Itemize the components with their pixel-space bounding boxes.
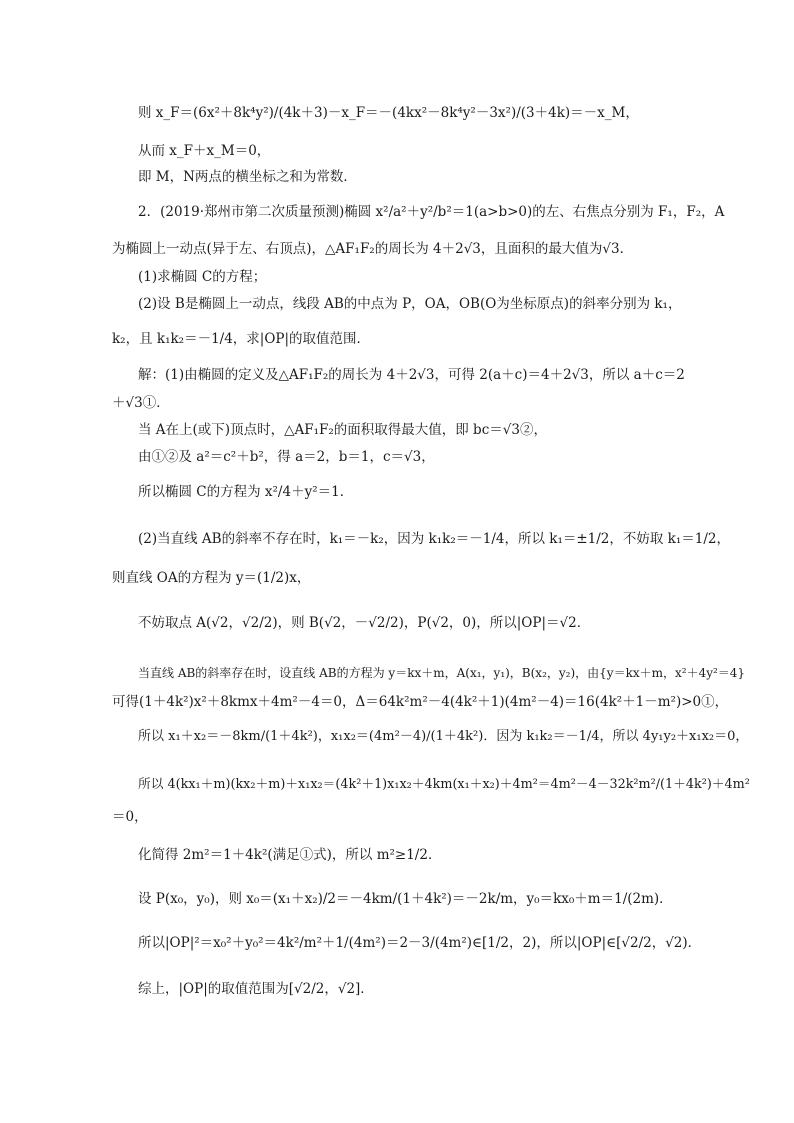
text-line: 为椭圆上一动点(异于左、右顶点)，△AF₁F₂的周长为 4＋2√3，且面积的最大值为√3． xyxy=(112,241,634,257)
text-line: 所以 x₁＋x₂＝－8km/(1＋4k²)，x₁x₂＝(4m²－4)/(1＋4k²)．因为 k₁k₂＝－1/4，所以 4y₁y₂＋x₁x₂＝0， xyxy=(138,729,749,744)
text-line: 化简得 2m²＝1＋4k²(满足①式)，所以 m²≥1/2． xyxy=(138,847,442,863)
text-line: 所以|OP|²＝x₀²＋y₀²＝4k²/m²＋1/(4m²)＝2－3/(4m²)∈[1/2，2)，所以|OP|∈[√2/2，√2)． xyxy=(138,935,702,951)
text-line: ＝0， xyxy=(112,809,148,825)
solution-start: 解：(1)由椭圆的定义及△AF₁F₂的周长为 4＋2√3，可得 2(a＋c)＝4＋2√3，所以 a＋c＝2 xyxy=(138,367,685,383)
text-line: k₂，且 k₁k₂＝－1/4，求|OP|的取值范围． xyxy=(112,331,371,347)
text-line: 设 P(x₀，y₀)，则 x₀＝(x₁＋x₂)/2＝－4km/(1＋4k²)＝－2k/m，y₀＝kx₀＋m＝1/(2m)． xyxy=(138,891,673,907)
text-line: 则 x_F＝(6x²＋8k⁴y²)/(4k＋3)－x_F＝－(4kx²－8k⁴y²－3x²)/(3＋4k)＝－x_M， xyxy=(138,105,639,121)
text-line: 可得(1＋4k²)x²＋8kmx＋4m²－4＝0，Δ＝64k²m²－4(4k²＋1)(4m²－4)＝16(4k²＋1－m²)>0①， xyxy=(112,694,729,710)
text-line: 从而 x_F＋x_M＝0， xyxy=(138,143,271,159)
subquestion-2: (2)设 B是椭圆上一动点，线段 AB的中点为 P，OA，OB(O为坐标原点)的斜率分别为 k₁， xyxy=(138,296,682,312)
conclusion-line: 综上，|OP|的取值范围为[√2/2，√2]． xyxy=(138,981,374,997)
text-line: 当 A在上(或下)顶点时，△AF₁F₂的面积取得最大值，即 bc＝√3②， xyxy=(138,422,547,438)
text-line: ＋√3①． xyxy=(112,395,170,411)
text-line: 即 M，N两点的横坐标之和为常数． xyxy=(138,169,357,185)
text-line: 则直线 OA的方程为 y＝(1/2)x， xyxy=(112,570,311,586)
text-line: 所以 4(kx₁＋m)(kx₂＋m)＋x₁x₂＝(4k²＋1)x₁x₂＋4km(x₁＋x₂)＋4m²＝4m²－4－32k²m²/(1＋4k²)＋4m² xyxy=(138,777,750,792)
text-line: 由①②及 a²＝c²＋b²，得 a＝2，b＝1，c＝√3， xyxy=(138,449,435,465)
problem-heading: 2．(2019·郑州市第二次质量预测)椭圆 x²/a²＋y²/b²＝1(a>b>0)的左、右焦点分别为 F₁，F₂，A xyxy=(138,204,725,220)
text-line: 当直线 AB的斜率存在时，设直线 AB的方程为 y＝kx＋m，A(x₁，y₁)，B(x₂，y₂)，由{y＝kx＋m，x²＋4y²＝4} xyxy=(138,666,746,680)
text-line: 不妨取点 A(√2，√2/2)，则 B(√2，－√2/2)，P(√2，0)，所以|OP|＝√2． xyxy=(138,615,591,631)
text-line: (2)当直线 AB的斜率不存在时，k₁＝－k₂，因为 k₁k₂＝－1/4，所以 k₁＝±1/2，不妨取 k₁＝1/2， xyxy=(138,531,731,547)
text-line: 所以椭圆 C的方程为 x²/4＋y²＝1． xyxy=(138,484,354,500)
subquestion-1: (1)求椭圆 C的方程； xyxy=(138,269,267,285)
